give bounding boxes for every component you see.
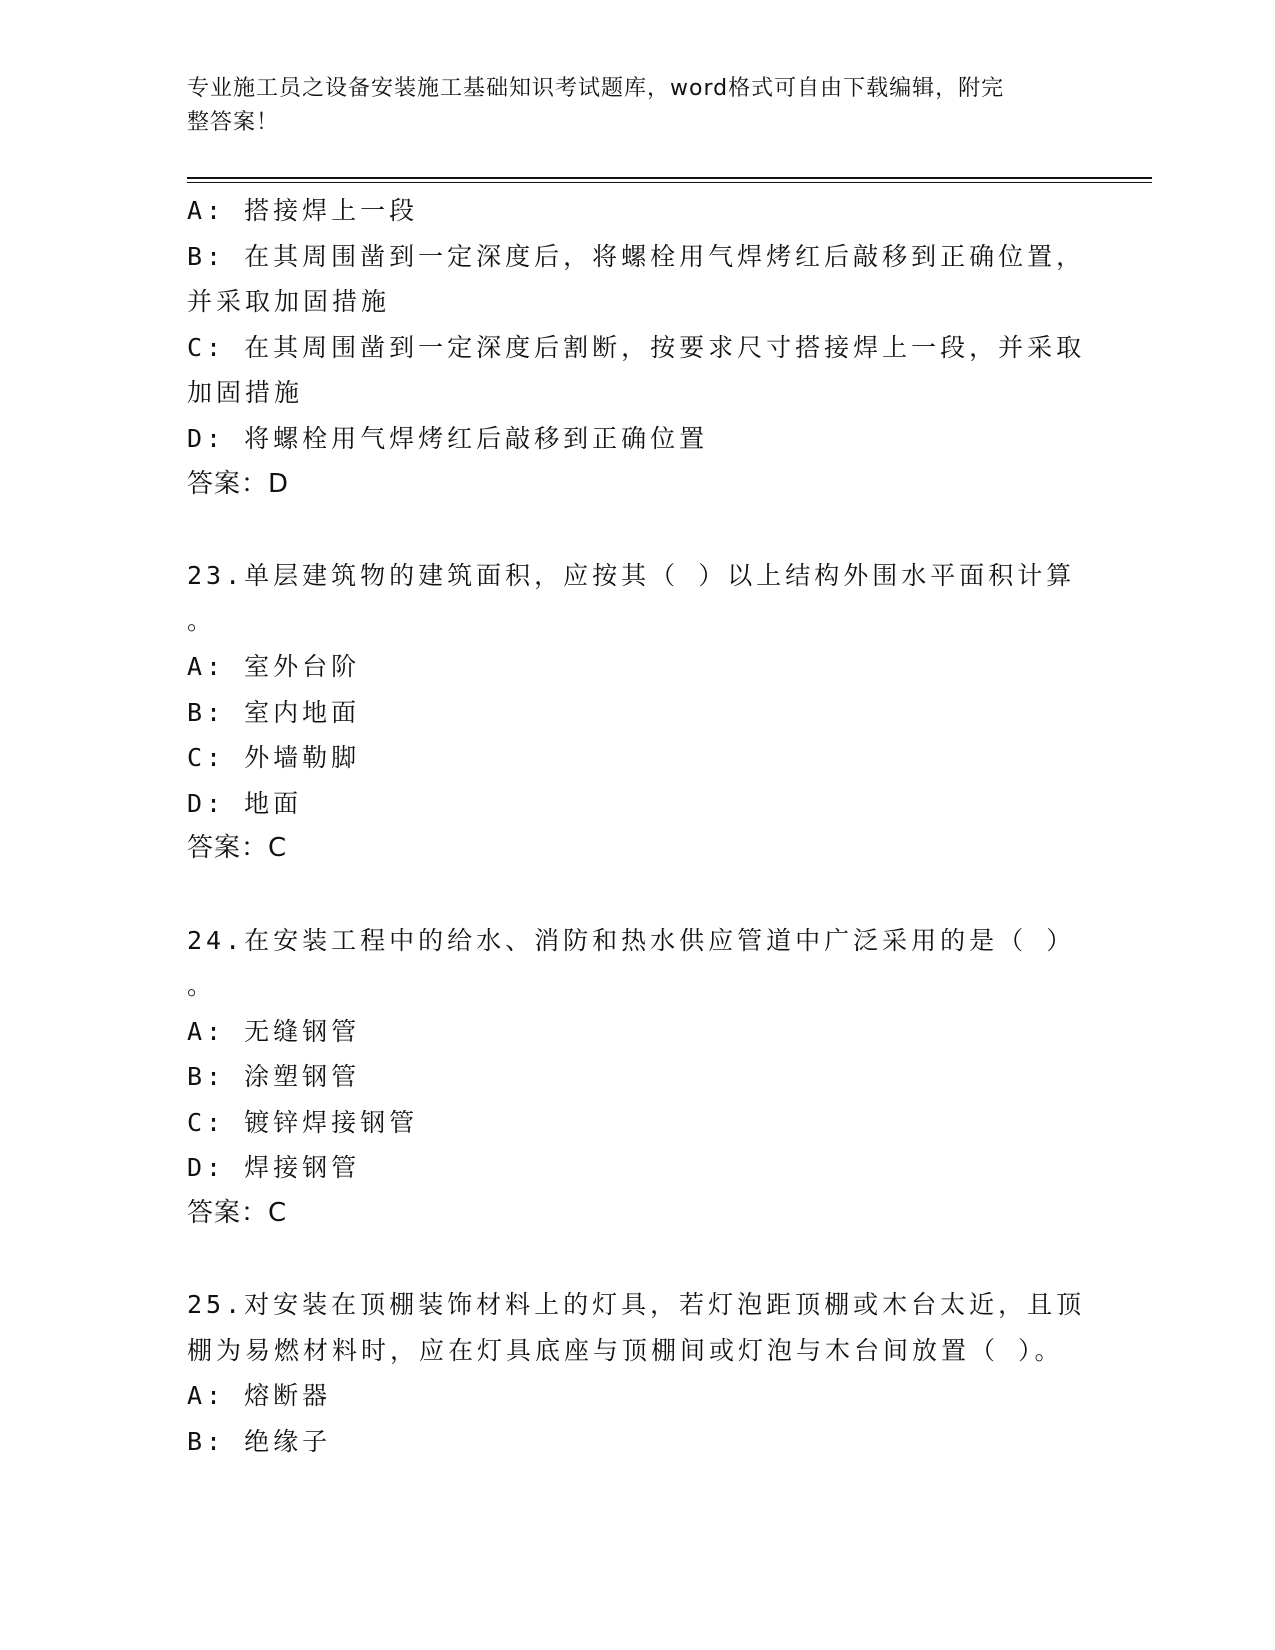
option-b-continued: 并采取加固措施 (187, 287, 391, 317)
option-a: A: 无缝钢管 (187, 1016, 361, 1046)
question-stem: 25.对安装在顶棚装饰材料上的灯具，若灯泡距顶棚或木台太近，且顶 (187, 1290, 1086, 1320)
question-23 (187, 553, 1087, 872)
option-c: C: 在其周围凿到一定深度后割断，按要求尺寸搭接焊上一段，并采取 (187, 332, 1086, 362)
question-stem-continued: 棚为易燃材料时，应在灯具底座与顶棚间或灯泡与木台间放置（ ）。 (187, 1335, 1064, 1365)
option-c: C: 镀锌焊接钢管 (187, 1107, 419, 1137)
header-line-1: 专业施工员之设备安装施工基础知识考试题库，word格式可自由下载编辑，附完 (187, 76, 1005, 101)
question-prev (187, 188, 1087, 507)
option-c: C: 外墙勒脚 (187, 743, 361, 773)
question-25 (187, 1282, 1087, 1464)
document-header (187, 72, 1067, 140)
option-b: B: 室内地面 (187, 697, 361, 727)
option-d: D: 焊接钢管 (187, 1153, 361, 1183)
option-c-continued: 加固措施 (187, 378, 304, 408)
option-b: B: 在其周围凿到一定深度后，将螺栓用气焊烤红后敲移到正确位置， (187, 241, 1086, 271)
question-stem: 23.单层建筑物的建筑面积，应按其（ ）以上结构外围水平面积计算 (187, 560, 1076, 590)
header-divider-thick (187, 177, 1152, 179)
question-stem-continued: 。 (187, 971, 217, 1001)
option-a: A: 熔断器 (187, 1381, 332, 1411)
answer-line: 答案：D (187, 468, 290, 499)
option-d: D: 地面 (187, 788, 303, 818)
answer-line: 答案：C (187, 833, 288, 864)
option-b: B: 绝缘子 (187, 1427, 332, 1457)
question-content (187, 188, 1087, 1465)
question-24 (187, 918, 1087, 1237)
question-stem: 24.在安装工程中的给水、消防和热水供应管道中广泛采用的是（ ） (187, 925, 1076, 955)
option-a: A: 搭接焊上一段 (187, 196, 419, 225)
header-divider-thin (187, 182, 1152, 183)
answer-line: 答案：C (187, 1198, 288, 1229)
option-b: B: 涂塑钢管 (187, 1062, 361, 1092)
option-a: A: 室外台阶 (187, 651, 361, 681)
header-line-2: 整答案！ (187, 110, 280, 135)
question-stem-continued: 。 (187, 606, 217, 636)
option-d: D: 将螺栓用气焊烤红后敲移到正确位置 (187, 423, 709, 453)
